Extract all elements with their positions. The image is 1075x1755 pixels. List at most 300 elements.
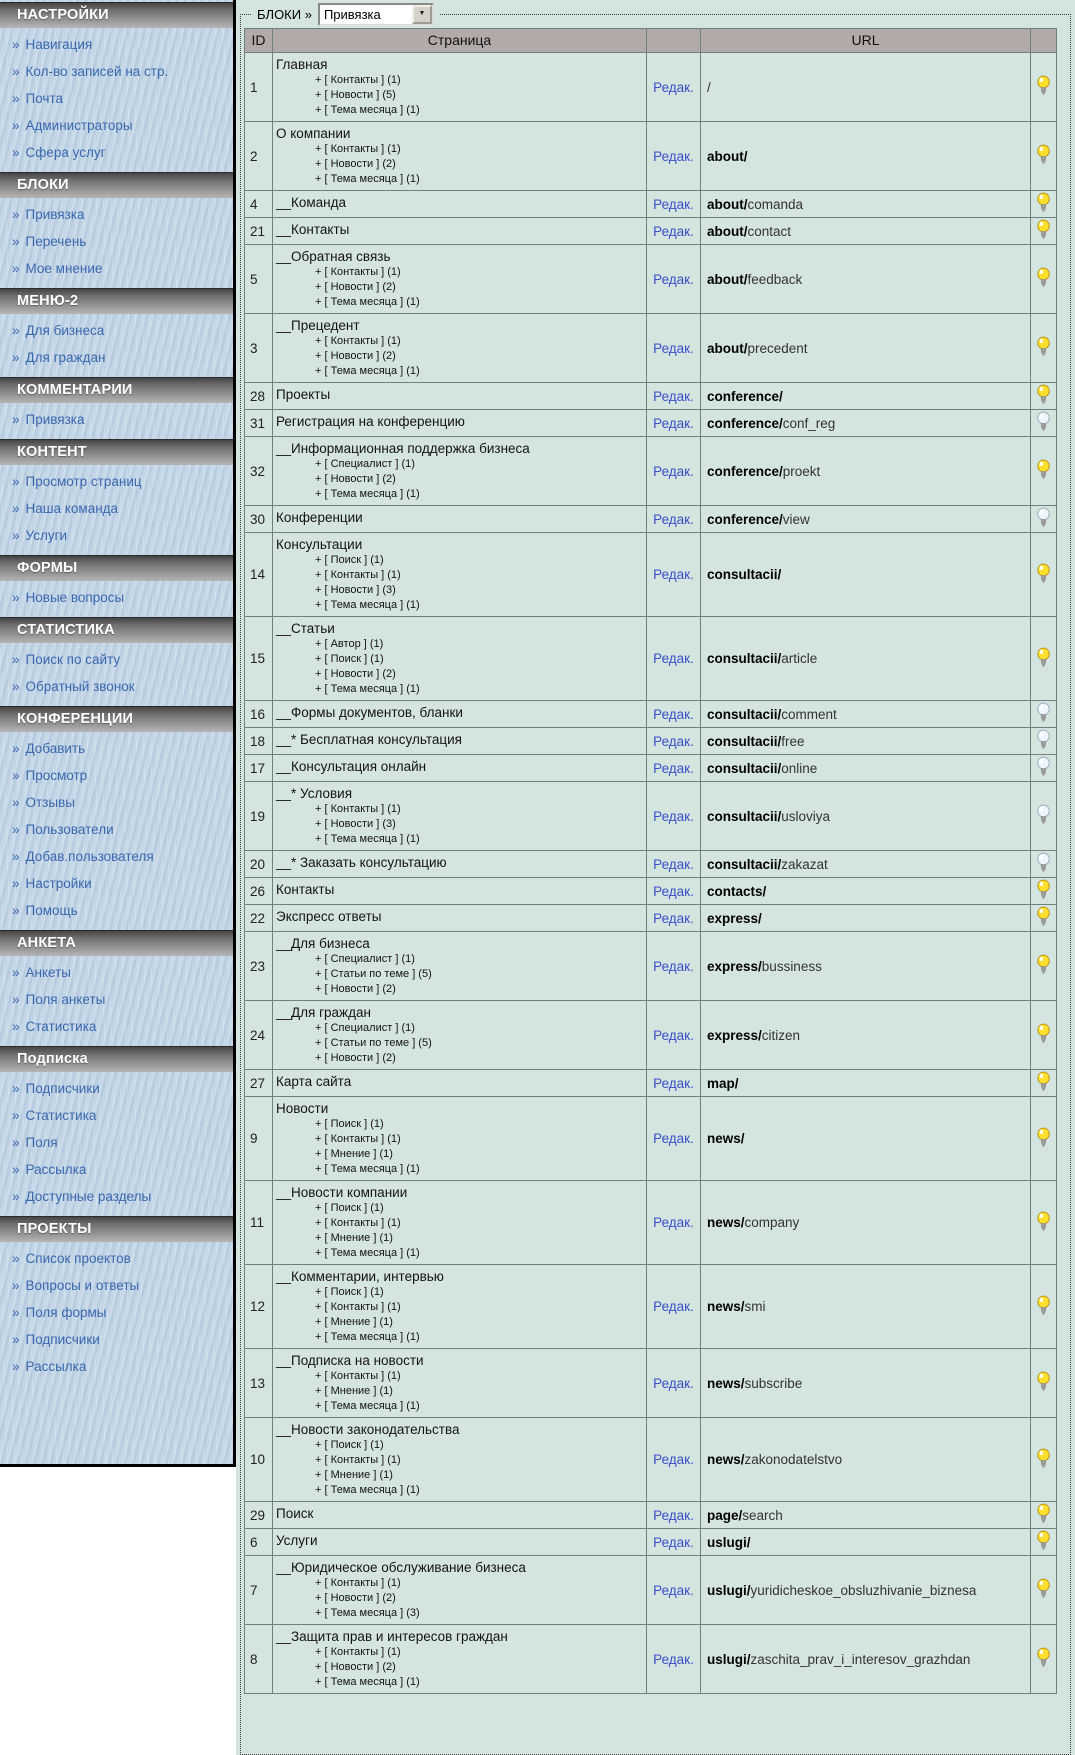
edit-link[interactable]: Редак. [653, 148, 694, 164]
edit-cell [647, 617, 701, 701]
sidebar-item-label: Отзывы [25, 795, 75, 810]
sidebar-section-title: КОНТЕНТ [0, 439, 233, 465]
sidebar-item[interactable] [0, 344, 233, 371]
status-cell [1031, 1625, 1057, 1694]
page-title: __* Условия [276, 786, 353, 801]
status-bulb[interactable] [1036, 954, 1051, 975]
edit-link[interactable]: Редак. [653, 856, 694, 872]
status-bulb[interactable] [1036, 1503, 1051, 1524]
sidebar-item[interactable] [0, 112, 233, 139]
row-id: 11 [245, 1181, 273, 1265]
sidebar-item[interactable] [0, 584, 233, 611]
row-id: 26 [245, 878, 273, 905]
sidebar-links [0, 468, 233, 549]
status-bulb[interactable] [1036, 144, 1051, 165]
sidebar-item[interactable] [0, 139, 233, 166]
sidebar-item[interactable] [0, 495, 233, 522]
status-bulb[interactable] [1036, 75, 1051, 96]
edit-link[interactable]: Редак. [653, 79, 694, 95]
page-block-item: + [ Новости ] (2) [315, 1592, 396, 1604]
status-cell [1031, 728, 1057, 755]
sidebar-item[interactable] [0, 255, 233, 282]
url-path: yuridicheskoe_obsluzhivanie_biznesa [750, 1582, 977, 1598]
page-block-item: + [ Новости ] (3) [315, 818, 396, 830]
sidebar-section-title: КОНФЕРЕНЦИИ [0, 706, 233, 732]
status-bulb[interactable] [1036, 507, 1051, 528]
sidebar-item-label: Пользователи [25, 822, 114, 837]
chevron-right-marker: » [12, 652, 20, 667]
edit-cell [647, 245, 701, 314]
sidebar-section-title: СТАТИСТИКА [0, 617, 233, 643]
url-section: uslugi/ [707, 1651, 751, 1667]
chevron-right-marker: » [12, 474, 20, 489]
sidebar-item[interactable] [0, 673, 233, 700]
sidebar-item[interactable] [0, 1156, 233, 1183]
sidebar-item[interactable] [0, 1245, 233, 1272]
lightbulb-icon [1036, 411, 1051, 432]
url-path: comment [781, 706, 837, 722]
status-bulb[interactable] [1036, 384, 1051, 405]
url-cell [701, 506, 1031, 533]
page-block-item: + [ Новости ] (2) [315, 473, 396, 485]
edit-link[interactable]: Редак. [653, 883, 694, 899]
page-cell [273, 1001, 647, 1070]
status-bulb[interactable] [1036, 411, 1051, 432]
edit-link[interactable]: Редак. [653, 760, 694, 776]
status-cell [1031, 218, 1057, 245]
header-edit-empty [647, 29, 701, 53]
table-row [245, 1001, 1057, 1070]
sidebar-item-label: Поля анкеты [25, 992, 106, 1007]
page-block-item: + [ Новости ] (2) [315, 1661, 396, 1673]
url-cell [701, 1097, 1031, 1181]
lightbulb-icon [1036, 1371, 1051, 1392]
status-bulb[interactable] [1036, 1295, 1051, 1316]
url-cell [701, 1529, 1031, 1556]
status-bulb[interactable] [1036, 1371, 1051, 1392]
status-bulb[interactable] [1036, 702, 1051, 723]
table-row [245, 383, 1057, 410]
edit-cell [647, 1502, 701, 1529]
edit-link[interactable]: Редак. [653, 340, 694, 356]
status-bulb[interactable] [1036, 729, 1051, 750]
sidebar-section-title: АНКЕТА [0, 930, 233, 956]
page-title: Консультации [276, 537, 363, 552]
status-cell [1031, 755, 1057, 782]
sidebar-item[interactable] [0, 228, 233, 255]
sidebar-item-label: Статистика [25, 1019, 97, 1034]
sidebar-item[interactable] [0, 1075, 233, 1102]
pages-table [244, 28, 1057, 1694]
status-cell [1031, 410, 1057, 437]
table-row [245, 53, 1057, 122]
edit-link[interactable]: Редак. [653, 567, 694, 582]
sidebar-item-label: Почта [25, 91, 64, 106]
status-bulb[interactable] [1036, 756, 1051, 777]
sidebar-item[interactable] [0, 816, 233, 843]
edit-link[interactable]: Редак. [653, 223, 694, 239]
page-cell [273, 410, 647, 437]
chevron-right-marker: » [12, 1278, 20, 1293]
page-block-item: + [ Новости ] (5) [315, 89, 396, 101]
row-id: 10 [245, 1418, 273, 1502]
page-block-item: + [ Новости ] (2) [315, 1052, 396, 1064]
lightbulb-icon [1036, 1295, 1051, 1316]
edit-cell [647, 218, 701, 245]
sidebar-item[interactable] [0, 1183, 233, 1210]
url-path: view [782, 511, 810, 527]
page-title: Экспресс ответы [276, 909, 382, 924]
url-path: citizen [761, 1027, 801, 1043]
table-row [245, 1097, 1057, 1181]
page-block-item: + [ Тема месяца ] (1) [315, 1484, 420, 1496]
edit-link[interactable]: Редак. [653, 1027, 694, 1043]
chevron-down-icon[interactable]: ▼ [412, 5, 432, 24]
page-cell [273, 383, 647, 410]
edit-link[interactable]: Редак. [653, 733, 694, 749]
page-cell [273, 1097, 647, 1181]
blocks-fieldset [240, 3, 1071, 1755]
status-bulb[interactable] [1036, 647, 1051, 668]
page-block-item: + [ Контакты ] (1) [315, 569, 401, 581]
status-bulb[interactable] [1036, 1127, 1051, 1148]
edit-cell [647, 1097, 701, 1181]
status-bulb[interactable] [1036, 192, 1051, 213]
url-cell [701, 905, 1031, 932]
table-row [245, 932, 1057, 1001]
sidebar-item[interactable] [0, 31, 233, 58]
edit-cell [647, 782, 701, 851]
page-cell [273, 617, 647, 701]
sidebar-item-label: Сфера услуг [25, 145, 106, 160]
page-cell [273, 1070, 647, 1097]
page-cell [273, 122, 647, 191]
url-path: online [781, 760, 818, 776]
status-bulb[interactable] [1036, 336, 1051, 357]
table-row [245, 1070, 1057, 1097]
page-block-item: + [ Специалист ] (1) [315, 953, 415, 965]
page-block-item: + [ Тема месяца ] (1) [315, 1163, 420, 1175]
table-row [245, 506, 1057, 533]
edit-cell [647, 1418, 701, 1502]
sidebar-item[interactable] [0, 201, 233, 228]
page-block-item: + [ Новости ] (2) [315, 158, 396, 170]
page-block-item: + [ Поиск ] (1) [315, 554, 384, 566]
sidebar-item-label: Рассылка [25, 1162, 87, 1177]
sidebar-item[interactable] [0, 1129, 233, 1156]
table-row [245, 1502, 1057, 1529]
status-cell [1031, 1097, 1057, 1181]
edit-link[interactable]: Редак. [653, 463, 694, 479]
chevron-right-marker: » [12, 1108, 20, 1123]
page-cell [273, 533, 647, 617]
url-path: precedent [747, 340, 808, 356]
sidebar-item[interactable] [0, 317, 233, 344]
url-path: bussiness [761, 958, 822, 974]
sidebar-item[interactable] [0, 897, 233, 924]
sidebar-item[interactable] [0, 406, 233, 433]
url-path: subscribe [744, 1375, 803, 1391]
url-cell [701, 53, 1031, 122]
url-path: feedback [747, 271, 803, 287]
edit-link[interactable]: Редак. [653, 415, 694, 431]
edit-link[interactable]: Редак. [653, 910, 694, 926]
sidebar-links [0, 406, 233, 433]
url-section: conference/ [707, 415, 783, 431]
edit-cell [647, 755, 701, 782]
sidebar-item[interactable] [0, 1299, 233, 1326]
url-section: consultacii/ [707, 760, 782, 776]
url-cell [701, 122, 1031, 191]
url-path: proekt [782, 463, 821, 479]
url-section: map/ [707, 1075, 739, 1091]
page-block-item: + [ Поиск ] (1) [315, 653, 384, 665]
lightbulb-icon [1036, 267, 1051, 288]
sidebar-item[interactable] [0, 735, 233, 762]
url-cell [701, 1181, 1031, 1265]
sidebar-item-label: Администраторы [25, 118, 133, 133]
sidebar-item[interactable] [0, 468, 233, 495]
url-section: express/ [707, 1027, 762, 1043]
sidebar-item-label: Статистика [25, 1108, 97, 1123]
sidebar-item[interactable] [0, 1353, 233, 1380]
url-section: news/ [707, 1131, 745, 1146]
status-bulb[interactable] [1036, 852, 1051, 873]
edit-link[interactable]: Редак. [653, 388, 694, 404]
lightbulb-icon [1036, 459, 1051, 480]
edit-link[interactable]: Редак. [653, 651, 694, 666]
sidebar-links [0, 584, 233, 611]
url-section: express/ [707, 958, 762, 974]
edit-cell [647, 1265, 701, 1349]
edit-link[interactable]: Редак. [653, 1452, 694, 1467]
chevron-right-marker: » [12, 501, 20, 516]
page-block-item: + [ Тема месяца ] (1) [315, 833, 420, 845]
lightbulb-icon [1036, 852, 1051, 873]
edit-cell [647, 1349, 701, 1418]
chevron-right-marker: » [12, 1251, 20, 1266]
url-cell [701, 1349, 1031, 1418]
table-row [245, 191, 1057, 218]
page-cell [273, 314, 647, 383]
chevron-right-marker: » [12, 822, 20, 837]
url-cell [701, 191, 1031, 218]
status-cell [1031, 1265, 1057, 1349]
edit-link[interactable]: Редак. [653, 1651, 694, 1667]
edit-link[interactable]: Редак. [653, 1507, 694, 1523]
url-cell [701, 1070, 1031, 1097]
table-row [245, 245, 1057, 314]
chevron-right-marker: » [12, 528, 20, 543]
page-title: Услуги [276, 1533, 318, 1548]
chevron-right-marker: » [12, 1305, 20, 1320]
page-cell [273, 437, 647, 506]
edit-link[interactable]: Редак. [653, 1375, 694, 1391]
url-section: news/ [707, 1375, 745, 1391]
page-blocks [276, 637, 644, 697]
status-cell [1031, 905, 1057, 932]
sidebar-item[interactable] [0, 986, 233, 1013]
sidebar-item[interactable] [0, 85, 233, 112]
url-section: consultacii/ [707, 733, 782, 749]
status-bulb[interactable] [1036, 804, 1051, 825]
chevron-right-marker: » [12, 590, 20, 605]
sidebar-item[interactable] [0, 522, 233, 549]
row-id: 31 [245, 410, 273, 437]
table-header-row [245, 29, 1057, 53]
page-blocks [276, 952, 644, 997]
status-cell [1031, 701, 1057, 728]
chevron-right-marker: » [12, 145, 20, 160]
edit-cell [647, 383, 701, 410]
edit-cell [647, 437, 701, 506]
page-cell [273, 1418, 647, 1502]
sidebar-item[interactable] [0, 1013, 233, 1040]
status-bulb[interactable] [1036, 1071, 1051, 1092]
page-block-item: + [ Новости ] (2) [315, 668, 396, 680]
chevron-right-marker: » [12, 849, 20, 864]
url-cell [701, 410, 1031, 437]
page-block-item: + [ Мнение ] (1) [315, 1148, 393, 1160]
sidebar-item-label: Для бизнеса [25, 323, 105, 338]
page-blocks [276, 802, 644, 847]
status-bulb[interactable] [1036, 267, 1051, 288]
table-row [245, 878, 1057, 905]
sidebar-links [0, 317, 233, 371]
edit-link[interactable]: Редак. [653, 1534, 694, 1550]
status-bulb[interactable] [1036, 1530, 1051, 1551]
url-section: consultacii/ [707, 706, 782, 722]
sidebar-item[interactable] [0, 1272, 233, 1299]
row-id: 19 [245, 782, 273, 851]
chevron-right-marker: » [12, 261, 20, 276]
sidebar-item-label: Новые вопросы [25, 590, 125, 605]
status-bulb[interactable] [1036, 879, 1051, 900]
page-block-item: + [ Мнение ] (1) [315, 1385, 393, 1397]
edit-link[interactable]: Редак. [653, 196, 694, 212]
sidebar-section-title: КОММЕНТАРИИ [0, 377, 233, 403]
page-cell [273, 878, 647, 905]
edit-link[interactable]: Редак. [653, 1131, 694, 1146]
sidebar-item-label: Вопросы и ответы [25, 1278, 140, 1293]
page-blocks [276, 265, 644, 310]
page-block-item: + [ Тема месяца ] (1) [315, 1331, 420, 1343]
sidebar-item[interactable] [0, 959, 233, 986]
sidebar-item-label: Навигация [25, 37, 93, 52]
page-title: __Прецедент [276, 318, 360, 333]
table-row [245, 1556, 1057, 1625]
url-section: contacts/ [707, 883, 767, 899]
row-id: 32 [245, 437, 273, 506]
lightbulb-icon [1036, 756, 1051, 777]
header-url: URL [701, 29, 1031, 53]
status-bulb[interactable] [1036, 1647, 1051, 1668]
chevron-right-marker: » [12, 1332, 20, 1347]
url-path: usloviya [781, 808, 831, 824]
row-id: 8 [245, 1625, 273, 1694]
status-cell [1031, 878, 1057, 905]
edit-link[interactable]: Редак. [653, 1299, 694, 1314]
status-bulb[interactable] [1036, 906, 1051, 927]
sidebar-item-label: Добавить [25, 741, 86, 756]
url-cell [701, 218, 1031, 245]
edit-link[interactable]: Редак. [653, 1075, 694, 1091]
edit-link[interactable]: Редак. [653, 958, 694, 974]
status-bulb[interactable] [1036, 563, 1051, 584]
sidebar-item[interactable] [0, 1326, 233, 1353]
url-cell [701, 1625, 1031, 1694]
sidebar-item[interactable] [0, 646, 233, 673]
edit-link[interactable]: Редак. [653, 706, 694, 722]
page-block-item: + [ Тема месяца ] (1) [315, 1676, 420, 1688]
url-cell [701, 1418, 1031, 1502]
edit-cell [647, 851, 701, 878]
status-bulb[interactable] [1036, 1023, 1051, 1044]
sidebar-section-title: ПРОЕКТЫ [0, 1216, 233, 1242]
page-block-item: + [ Контакты ] (1) [315, 266, 401, 278]
sidebar-item[interactable] [0, 870, 233, 897]
lightbulb-icon [1036, 1127, 1051, 1148]
status-bulb[interactable] [1036, 1448, 1051, 1469]
edit-link[interactable]: Редак. [653, 511, 694, 527]
url-path: zakazat [781, 856, 828, 872]
url-section: page/ [707, 1507, 743, 1523]
edit-link[interactable]: Редак. [653, 808, 694, 824]
sidebar-item-label: Доступные разделы [25, 1189, 152, 1204]
url-path: smi [744, 1299, 766, 1314]
status-bulb[interactable] [1036, 219, 1051, 240]
sidebar-item[interactable] [0, 1102, 233, 1129]
sidebar-item-label: Просмотр [25, 768, 88, 783]
chevron-right-marker: » [12, 768, 20, 783]
sidebar-item[interactable] [0, 789, 233, 816]
binding-select[interactable] [318, 3, 434, 26]
sidebar-item[interactable] [0, 843, 233, 870]
page-block-item: + [ Новости ] (2) [315, 350, 396, 362]
url-path: zakonodatelstvo [744, 1452, 843, 1467]
page-block-item: + [ Новости ] (2) [315, 983, 396, 995]
edit-link[interactable]: Редак. [653, 1215, 694, 1230]
sidebar-item-label: Подписчики [25, 1332, 100, 1347]
page-title: __Подписка на новости [276, 1353, 424, 1368]
page-block-item: + [ Мнение ] (1) [315, 1316, 393, 1328]
lightbulb-icon [1036, 144, 1051, 165]
table-row [245, 755, 1057, 782]
lightbulb-icon [1036, 192, 1051, 213]
lightbulb-icon [1036, 906, 1051, 927]
status-bulb[interactable] [1036, 459, 1051, 480]
row-id: 28 [245, 383, 273, 410]
lightbulb-icon [1036, 729, 1051, 750]
sidebar-item-label: Добав.пользователя [25, 849, 154, 864]
page-block-item: + [ Поиск ] (1) [315, 1202, 384, 1214]
table-row [245, 1181, 1057, 1265]
edit-link[interactable]: Редак. [653, 1582, 694, 1598]
sidebar-item[interactable] [0, 762, 233, 789]
page-blocks [276, 457, 644, 502]
status-bulb[interactable] [1036, 1578, 1051, 1599]
sidebar-item[interactable] [0, 58, 233, 85]
status-bulb[interactable] [1036, 1211, 1051, 1232]
url-cell [701, 437, 1031, 506]
chevron-right-marker: » [12, 1359, 20, 1374]
status-cell [1031, 617, 1057, 701]
edit-link[interactable]: Редак. [653, 271, 694, 287]
page-title: Проекты [276, 387, 331, 402]
lightbulb-icon [1036, 1503, 1051, 1524]
sidebar-links [0, 735, 233, 924]
edit-cell [647, 506, 701, 533]
